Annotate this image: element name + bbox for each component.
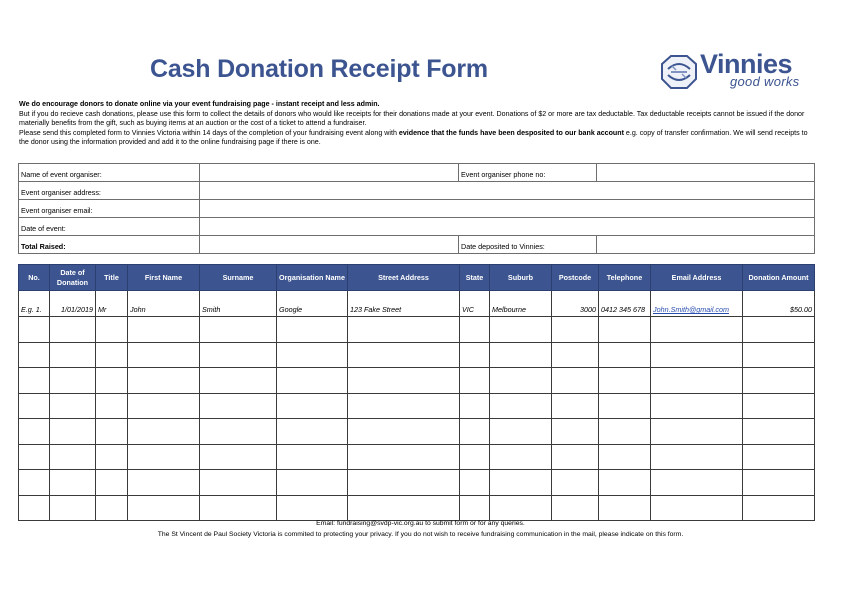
page-title: Cash Donation Receipt Form xyxy=(150,55,488,83)
donor-cell[interactable] xyxy=(599,444,651,470)
donor-row xyxy=(19,495,815,521)
organiser-phone-label: Event organiser phone no: xyxy=(459,164,597,182)
donor-cell[interactable] xyxy=(128,393,200,419)
organiser-email-field[interactable] xyxy=(200,200,815,218)
donor-cell[interactable] xyxy=(552,368,599,394)
cell-first-name: John xyxy=(128,291,200,317)
donor-cell[interactable] xyxy=(552,444,599,470)
organiser-details-table xyxy=(18,163,815,254)
donor-cell[interactable] xyxy=(460,393,490,419)
donor-cell[interactable] xyxy=(19,393,50,419)
donor-cell[interactable] xyxy=(200,444,277,470)
donor-row xyxy=(19,470,815,496)
donor-cell[interactable] xyxy=(96,470,128,496)
date-deposited-field[interactable] xyxy=(597,236,815,254)
cell-amount: $50.00 xyxy=(743,291,815,317)
donor-cell[interactable] xyxy=(96,368,128,394)
donor-cell[interactable] xyxy=(599,419,651,445)
donor-cell[interactable] xyxy=(19,342,50,368)
col-header-date: Date of Donation xyxy=(50,265,96,291)
donor-cell[interactable] xyxy=(348,342,460,368)
donor-cell[interactable] xyxy=(50,495,96,521)
donor-cell[interactable] xyxy=(277,470,348,496)
col-header-title: Title xyxy=(96,265,128,291)
donor-cell[interactable] xyxy=(50,368,96,394)
col-header-first-name: First Name xyxy=(128,265,200,291)
donor-cell[interactable] xyxy=(743,393,815,419)
donor-cell[interactable] xyxy=(277,495,348,521)
cell-surname: Smith xyxy=(200,291,277,317)
donor-cell[interactable] xyxy=(460,419,490,445)
logo-tagline: good works xyxy=(730,74,800,89)
donor-cell[interactable] xyxy=(599,470,651,496)
donor-row xyxy=(19,444,815,470)
donor-cell[interactable] xyxy=(277,342,348,368)
donor-cell[interactable] xyxy=(552,393,599,419)
donor-cell[interactable] xyxy=(96,495,128,521)
donor-cell[interactable] xyxy=(19,444,50,470)
cell-title: Mr xyxy=(96,291,128,317)
donor-cell[interactable] xyxy=(599,368,651,394)
intro-line-submit: Please send this completed form to Vinnies Victoria within 14 days of the completion of your fundraising event along with evidence that the funds have been desposited to our bank account e.g. copy of transfer confirmation. We will send receipts to the donor using the information provided and add it to the online fundraising page if there is one. xyxy=(19,128,808,147)
donor-cell[interactable] xyxy=(552,419,599,445)
donor-cell[interactable] xyxy=(552,342,599,368)
donor-table xyxy=(18,264,815,521)
event-date-label: Date of event: xyxy=(19,218,200,236)
cell-postcode: 3000 xyxy=(552,291,599,317)
donor-cell[interactable] xyxy=(128,444,200,470)
donor-cell[interactable] xyxy=(490,419,552,445)
donor-cell[interactable] xyxy=(490,393,552,419)
cell-organisation: Google xyxy=(277,291,348,317)
donor-cell[interactable] xyxy=(348,419,460,445)
col-header-no: No. xyxy=(19,265,50,291)
col-header-organisation: Organisation Name xyxy=(277,265,348,291)
organiser-name-label: Name of event organiser: xyxy=(19,164,200,182)
cell-street: 123 Fake Street xyxy=(348,291,460,317)
donor-cell[interactable] xyxy=(743,342,815,368)
donor-cell[interactable] xyxy=(128,342,200,368)
donor-cell[interactable] xyxy=(128,317,200,343)
col-header-amount: Donation Amount xyxy=(743,265,815,291)
col-header-surname: Surname xyxy=(200,265,277,291)
donor-cell[interactable] xyxy=(651,444,743,470)
donor-cell[interactable] xyxy=(743,470,815,496)
donor-row xyxy=(19,419,815,445)
donor-cell[interactable] xyxy=(200,495,277,521)
donor-cell[interactable] xyxy=(348,495,460,521)
donor-cell[interactable] xyxy=(128,470,200,496)
col-header-state: State xyxy=(460,265,490,291)
donor-cell[interactable] xyxy=(200,342,277,368)
donor-cell[interactable] xyxy=(50,470,96,496)
donor-cell[interactable] xyxy=(96,444,128,470)
intro-text xyxy=(19,100,819,148)
donor-cell[interactable] xyxy=(460,444,490,470)
donor-cell[interactable] xyxy=(460,368,490,394)
donor-cell[interactable] xyxy=(96,317,128,343)
cell-suburb: Melbourne xyxy=(490,291,552,317)
donor-cell[interactable] xyxy=(19,419,50,445)
donor-cell[interactable] xyxy=(490,444,552,470)
donor-cell[interactable] xyxy=(50,317,96,343)
donor-cell[interactable] xyxy=(50,393,96,419)
cell-state: VIC xyxy=(460,291,490,317)
donor-cell[interactable] xyxy=(552,470,599,496)
donor-cell[interactable] xyxy=(50,444,96,470)
footer-privacy-note: The St Vincent de Paul Society Victoria is commited to protecting your privacy. If you do not wish to receive fundraising communication in the mail, please indicate on this form. xyxy=(157,531,684,538)
donor-cell[interactable] xyxy=(348,317,460,343)
donor-cell[interactable] xyxy=(277,419,348,445)
donor-cell[interactable] xyxy=(200,368,277,394)
donor-cell[interactable] xyxy=(490,342,552,368)
total-raised-label: Total Raised: xyxy=(19,236,200,254)
donor-cell[interactable] xyxy=(128,495,200,521)
donor-cell[interactable] xyxy=(599,342,651,368)
organiser-address-field[interactable] xyxy=(200,182,815,200)
donor-cell[interactable] xyxy=(277,444,348,470)
donor-cell[interactable] xyxy=(651,317,743,343)
donor-cell[interactable] xyxy=(743,317,815,343)
donor-cell[interactable] xyxy=(200,419,277,445)
example-row xyxy=(19,291,815,317)
donor-cell[interactable] xyxy=(96,419,128,445)
event-date-field[interactable] xyxy=(200,218,815,236)
intro-evidence-bold: evidence that the funds have been desposited to our bank account xyxy=(398,128,624,137)
col-header-suburb: Suburb xyxy=(490,265,552,291)
donor-cell[interactable] xyxy=(277,317,348,343)
organiser-address-label: Event organiser address: xyxy=(19,182,200,200)
cell-email xyxy=(651,291,743,317)
donor-cell[interactable] xyxy=(460,495,490,521)
donor-cell[interactable] xyxy=(490,317,552,343)
donor-row xyxy=(19,342,815,368)
donor-cell[interactable] xyxy=(128,368,200,394)
donor-cell[interactable] xyxy=(96,342,128,368)
donor-row xyxy=(19,368,815,394)
donor-cell[interactable] xyxy=(599,317,651,343)
donor-cell[interactable] xyxy=(348,470,460,496)
organiser-email-label: Event organiser email: xyxy=(19,200,200,218)
cell-telephone: 0412 345 678 xyxy=(599,291,651,317)
donor-cell[interactable] xyxy=(200,393,277,419)
donor-cell[interactable] xyxy=(96,393,128,419)
donor-cell[interactable] xyxy=(50,419,96,445)
donor-cell[interactable] xyxy=(348,393,460,419)
donor-cell[interactable] xyxy=(200,470,277,496)
donor-cell[interactable] xyxy=(277,393,348,419)
donor-cell[interactable] xyxy=(599,495,651,521)
donor-cell[interactable] xyxy=(19,470,50,496)
donor-cell[interactable] xyxy=(348,368,460,394)
col-header-telephone: Telephone xyxy=(599,265,651,291)
donor-cell[interactable] xyxy=(348,444,460,470)
donor-table-header xyxy=(19,265,815,291)
donor-cell[interactable] xyxy=(651,393,743,419)
cell-date: 1/01/2019 xyxy=(50,291,96,317)
donor-cell[interactable] xyxy=(651,470,743,496)
donor-cell[interactable] xyxy=(490,368,552,394)
date-deposited-label: Date deposited to Vinnies: xyxy=(459,236,597,254)
donor-row xyxy=(19,393,815,419)
donor-cell[interactable] xyxy=(743,419,815,445)
vinnies-logo xyxy=(660,49,815,92)
donor-cell[interactable] xyxy=(277,368,348,394)
donor-cell[interactable] xyxy=(651,342,743,368)
donor-cell[interactable] xyxy=(128,419,200,445)
donor-cell[interactable] xyxy=(460,470,490,496)
donor-cell[interactable] xyxy=(19,495,50,521)
col-header-street: Street Address xyxy=(348,265,460,291)
donor-cell[interactable] xyxy=(651,368,743,394)
col-header-email: Email Address xyxy=(651,265,743,291)
donor-cell[interactable] xyxy=(490,470,552,496)
organiser-phone-field[interactable] xyxy=(597,164,815,182)
donor-cell[interactable] xyxy=(552,317,599,343)
intro-line-bold: We do encourage donors to donate online via your event fundraising page - instant receipt and less admin. xyxy=(19,100,380,108)
donor-cell[interactable] xyxy=(490,495,552,521)
intro-line-tax: But if you do recieve cash donations, please use this form to collect the details of donors who would like receipts for their donations made at your event. Donations of $2 or more are tax deductable. Tax deductable receipts cannot be issued if the donor materially benefits from the gift, such as buying items at an auction or the cost of a ticket to attend a fundraiser. xyxy=(19,109,805,128)
organiser-name-field[interactable] xyxy=(200,164,459,182)
cell-no: E.g. 1. xyxy=(19,291,50,317)
donor-cell[interactable] xyxy=(460,342,490,368)
donor-cell[interactable] xyxy=(651,495,743,521)
donor-cell[interactable] xyxy=(743,495,815,521)
donor-cell[interactable] xyxy=(200,317,277,343)
donor-cell[interactable] xyxy=(552,495,599,521)
donor-cell[interactable] xyxy=(460,317,490,343)
example-email-link[interactable]: John.Smith@gmail.com xyxy=(653,305,730,314)
donor-cell[interactable] xyxy=(50,342,96,368)
donor-cell[interactable] xyxy=(19,368,50,394)
donor-cell[interactable] xyxy=(651,419,743,445)
donor-cell[interactable] xyxy=(743,444,815,470)
logo-wordmark: Vinnies xyxy=(700,49,793,79)
vinnies-logo-icon xyxy=(660,55,698,89)
col-header-postcode: Postcode xyxy=(552,265,599,291)
total-raised-field[interactable] xyxy=(200,236,459,254)
donor-cell[interactable] xyxy=(599,393,651,419)
donor-cell[interactable] xyxy=(19,317,50,343)
donor-row xyxy=(19,317,815,343)
donor-cell[interactable] xyxy=(743,368,815,394)
footer-email-note: Email: fundraising@svdp-vic.org.au to submit form or for any queries. xyxy=(316,520,525,527)
